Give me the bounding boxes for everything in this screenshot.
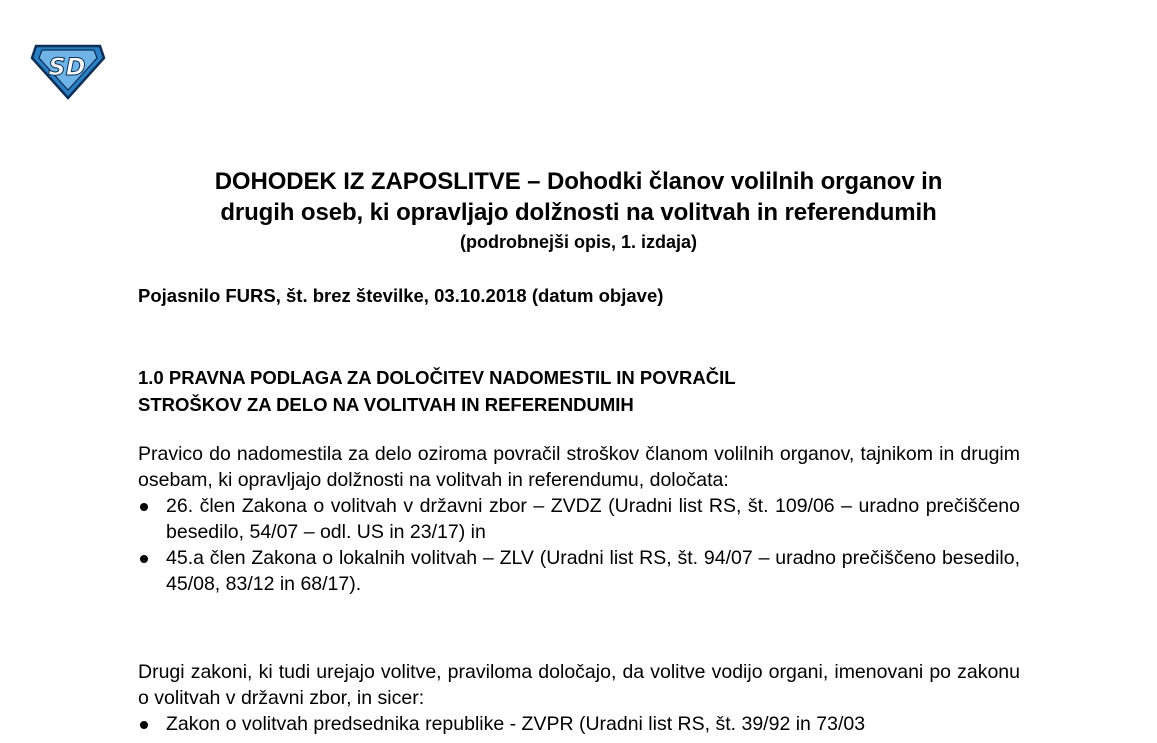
title-line-1: DOHODEK IZ ZAPOSLITVE – Dohodki članov volilnih organov in — [214, 168, 943, 195]
list-item-text: 45.a člen Zakona o lokalnih volitvah – ZLV (Uradni list RS, št. 94/07 – uradno prečiščeno besedilo, 45/08, 83/12 in 68/17). — [166, 547, 1020, 595]
paragraph: Pravico do nadomestila za delo oziroma povračil stroškov članom volilnih organov, tajnikom in drugim osebam, ki opravljajo dolžnosti na volitvah in referendumu, določata: — [138, 443, 1020, 491]
section-body-2 — [138, 659, 1020, 737]
title-line-2: drugih oseb, ki opravljajo dolžnosti na volitvah in referendumih — [220, 199, 937, 226]
reference-line: Pojasnilo FURS, št. brez številke, 03.10.2018 (datum objave) — [138, 285, 664, 306]
section-heading-line-1: 1.0 PRAVNA PODLAGA ZA DOLOČITEV NADOMESTIL IN POVRAČIL — [138, 367, 736, 388]
section-heading-line-2: STROŠKOV ZA DELO NA VOLITVAH IN REFERENDUMIH — [138, 394, 634, 415]
title-subtitle: (podrobnejši opis, 1. izdaja) — [459, 232, 698, 252]
bullet-icon — [140, 503, 148, 511]
bullet-icon — [140, 555, 148, 563]
bullet-list — [138, 711, 1020, 737]
document-title — [0, 166, 1157, 256]
logo-text: SD — [48, 53, 86, 81]
list-item — [138, 711, 1020, 737]
list-item-text: 26. člen Zakona o volitvah v državni zbor – ZVDZ (Uradni list RS, št. 109/06 – uradno prečiščeno besedilo, 54/07 – odl. US in 23/17) in — [166, 495, 1020, 543]
list-item-text: Zakon o volitvah predsednika republike - ZVPR (Uradni list RS, št. 39/92 in 73/03 — [166, 713, 866, 735]
bullet-icon — [140, 721, 148, 729]
section-body-1 — [138, 441, 1020, 597]
list-item — [138, 545, 1020, 597]
sd-shield-logo-icon — [30, 40, 106, 100]
sd-logo — [30, 40, 106, 100]
bullet-list — [138, 493, 1020, 597]
section-heading — [138, 364, 1018, 418]
paragraph: Drugi zakoni, ki tudi urejajo volitve, praviloma določajo, da volitve vodijo organi, imenovani po zakonu o volitvah v državni zbor, in sicer: — [138, 661, 1020, 709]
list-item — [138, 493, 1020, 545]
